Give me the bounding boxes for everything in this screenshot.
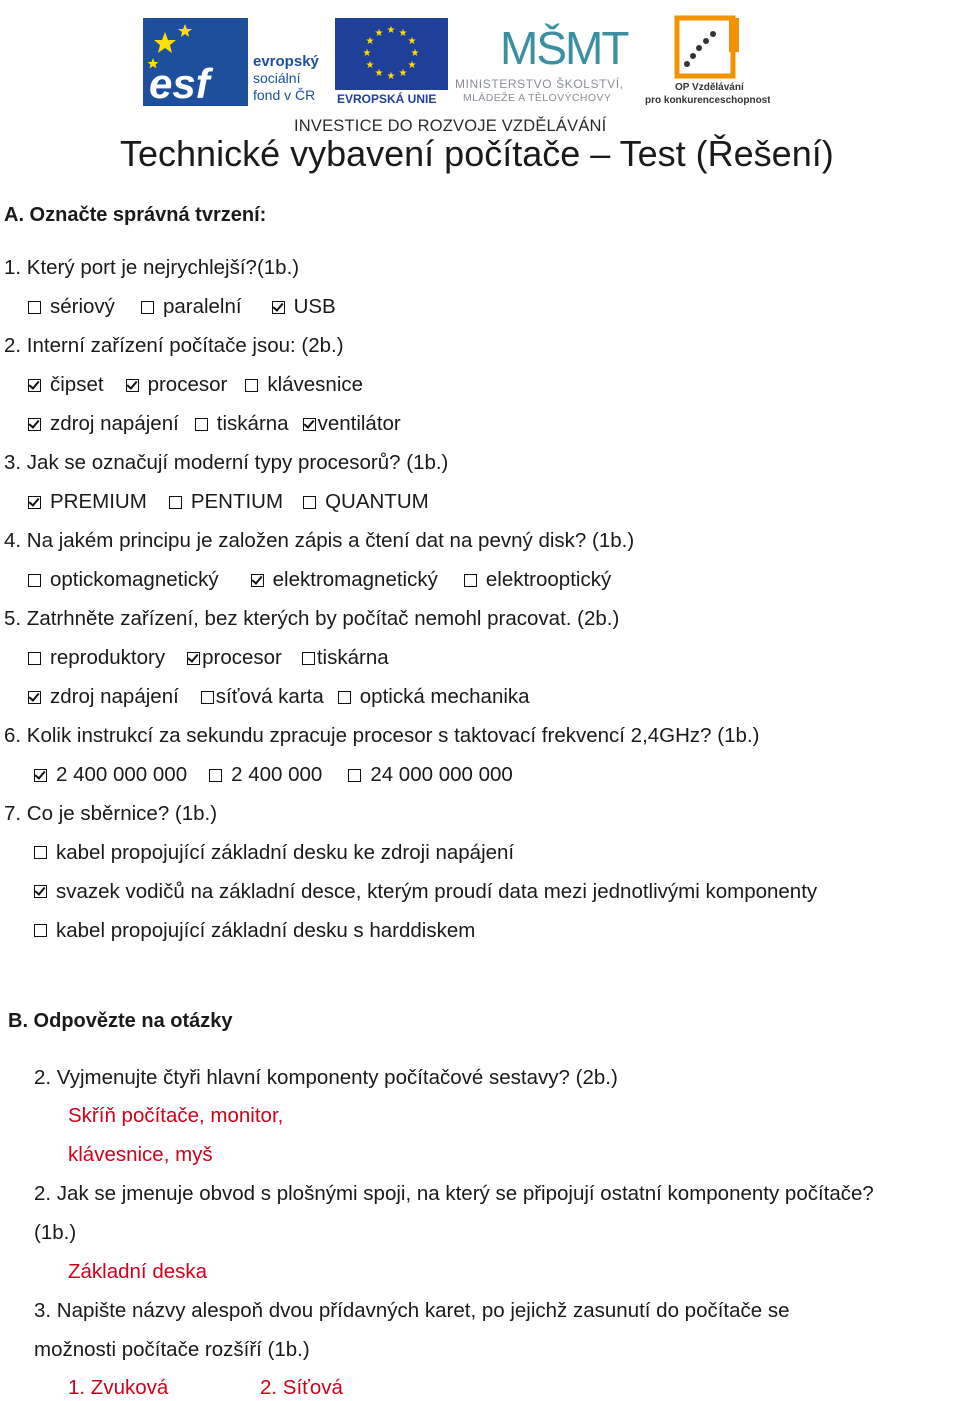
checkbox-checked[interactable] xyxy=(28,379,41,392)
options-q5-row2 xyxy=(28,685,530,710)
checkbox-checked[interactable] xyxy=(187,652,200,665)
question-3: 3. Jak se označují moderní typy procesorů? (1b.) xyxy=(4,451,449,474)
investice-tagline: INVESTICE DO ROZVOJE VZDĚLÁVÁNÍ xyxy=(294,117,607,135)
checkbox-checked[interactable] xyxy=(28,496,41,509)
svg-text:★: ★ xyxy=(365,60,375,71)
option-quantum[interactable]: QUANTUM xyxy=(303,490,429,514)
answer-b1-line1: Skříň počítače, monitor, xyxy=(68,1104,284,1127)
option-elektroopticky[interactable]: elektrooptický xyxy=(464,568,611,592)
option-usb[interactable]: USB xyxy=(272,295,336,319)
option-klavesnice[interactable]: klávesnice xyxy=(245,373,363,397)
checkbox-checked[interactable] xyxy=(272,301,285,314)
option-procesor-q5[interactable]: procesor xyxy=(187,646,282,670)
option-24000000000[interactable]: 24 000 000 000 xyxy=(348,763,513,787)
question-b2: 2. Jak se jmenuje obvod s plošnými spoji, na který se připojují ostatní komponenty počítače? xyxy=(34,1182,874,1205)
option-2400000000[interactable]: 2 400 000 000 xyxy=(34,763,187,787)
option-tiskarna-q5[interactable]: tiskárna xyxy=(302,646,389,670)
question-2: 2. Interní zařízení počítače jsou: (2b.) xyxy=(4,334,344,357)
checkbox-checked[interactable] xyxy=(303,418,316,431)
checkbox[interactable] xyxy=(195,418,208,431)
option-q7-c[interactable]: kabel propojující základní desku s harddiskem xyxy=(34,919,475,943)
svg-text:esf: esf xyxy=(149,60,210,107)
options-q5-row1 xyxy=(28,646,389,671)
section-b-heading: B. Odpovězte na otázky xyxy=(8,1010,233,1032)
option-zdroj-napajeni-q5[interactable]: zdroj napájení xyxy=(28,685,179,709)
svg-text:★: ★ xyxy=(365,36,375,47)
svg-text:★: ★ xyxy=(374,68,384,79)
question-5: 5. Zatrhněte zařízení, bez kterých by počítač nemohl pracovat. (2b.) xyxy=(4,607,620,630)
svg-text:★: ★ xyxy=(407,60,417,71)
msmt-logo xyxy=(455,12,640,104)
option-premium[interactable]: PREMIUM xyxy=(28,490,147,514)
svg-text:evropský: evropský xyxy=(253,53,319,70)
checkbox[interactable] xyxy=(302,652,315,665)
checkbox[interactable] xyxy=(28,652,41,665)
checkbox-checked[interactable] xyxy=(28,418,41,431)
option-opticka-mechanika[interactable]: optická mechanika xyxy=(338,685,530,709)
checkbox[interactable] xyxy=(464,574,477,587)
options-q3 xyxy=(28,490,429,515)
checkbox[interactable] xyxy=(141,301,154,314)
question-7: 7. Co je sběrnice? (1b.) xyxy=(4,802,218,825)
question-b3: 3. Napište názvy alespoň dvou přídavných karet, po jejichž zasunutí do počítače se xyxy=(34,1299,790,1322)
svg-text:pro konkurenceschopnost: pro konkurenceschopnost xyxy=(645,95,770,106)
option-paralelni[interactable]: paralelní xyxy=(141,295,242,319)
esf-logo xyxy=(143,18,333,108)
question-b1: 2. Vyjmenujte čtyři hlavní komponenty počítačové sestavy? (2b.) xyxy=(34,1066,618,1089)
svg-text:★: ★ xyxy=(386,71,396,82)
checkbox[interactable] xyxy=(201,691,214,704)
svg-text:★: ★ xyxy=(398,68,408,79)
checkbox[interactable] xyxy=(28,301,41,314)
svg-text:EVROPSKÁ UNIE: EVROPSKÁ UNIE xyxy=(337,92,437,106)
checkbox[interactable] xyxy=(169,496,182,509)
svg-text:★: ★ xyxy=(410,48,420,59)
page-title: Technické vybavení počítače – Test (Řešení) xyxy=(120,133,834,174)
question-b3-line2: možnosti počítače rozšíří (1b.) xyxy=(34,1338,310,1361)
option-q7-b[interactable]: svazek vodičů na základní desce, kterým proudí data mezi jednotlivými komponenty xyxy=(34,880,817,904)
checkbox-checked[interactable] xyxy=(251,574,264,587)
checkbox[interactable] xyxy=(338,691,351,704)
option-reproduktory[interactable]: reproduktory xyxy=(28,646,165,670)
checkbox[interactable] xyxy=(209,769,222,782)
options-q4 xyxy=(28,568,611,593)
question-4: 4. Na jakém principu je založen zápis a čtení dat na pevný disk? (1b.) xyxy=(4,529,635,552)
option-optickomagneticky[interactable]: optickomagnetický xyxy=(28,568,219,592)
svg-text:sociální: sociální xyxy=(253,70,301,86)
question-1: 1. Který port je nejrychlejší?(1b.) xyxy=(4,256,300,279)
option-tiskarna[interactable]: tiskárna xyxy=(195,412,289,436)
option-q7-a[interactable]: kabel propojující základní desku ke zdroji napájení xyxy=(34,841,514,865)
option-2400000[interactable]: 2 400 000 xyxy=(209,763,322,787)
option-elektromagneticky[interactable]: elektromagnetický xyxy=(251,568,438,592)
svg-text:MLÁDEŽE A TĚLOVÝCHOVY: MLÁDEŽE A TĚLOVÝCHOVY xyxy=(463,92,612,104)
options-q2-row1 xyxy=(28,373,363,398)
answer-b3-2: 2. Síťová xyxy=(260,1376,343,1399)
option-pentium[interactable]: PENTIUM xyxy=(169,490,283,514)
option-sitova-karta[interactable]: síťová karta xyxy=(201,685,324,709)
checkbox-checked[interactable] xyxy=(28,691,41,704)
options-q6 xyxy=(34,763,513,788)
checkbox-checked[interactable] xyxy=(34,769,47,782)
answer-b1-line2: klávesnice, myš xyxy=(68,1143,213,1166)
question-6: 6. Kolik instrukcí za sekundu zpracuje procesor s taktovací frekvencí 2,4GHz? (1b.) xyxy=(4,724,760,747)
checkbox[interactable] xyxy=(34,924,47,937)
svg-text:MINISTERSTVO ŠKOLSTVÍ,: MINISTERSTVO ŠKOLSTVÍ, xyxy=(455,77,624,91)
checkbox[interactable] xyxy=(245,379,258,392)
op-vzdelavani-logo xyxy=(645,14,770,106)
options-q2-row2 xyxy=(28,412,401,437)
option-seriovy[interactable]: sériový xyxy=(28,295,115,319)
checkbox-checked[interactable] xyxy=(34,885,47,898)
section-a-heading: A. Označte správná tvrzení: xyxy=(4,204,267,226)
checkbox-checked[interactable] xyxy=(126,379,139,392)
svg-text:fond v ČR: fond v ČR xyxy=(253,87,316,103)
answer-b3-1: 1. Zvuková xyxy=(68,1376,169,1399)
checkbox[interactable] xyxy=(28,574,41,587)
question-b2-points: (1b.) xyxy=(34,1221,77,1244)
answer-b2: Základní deska xyxy=(68,1260,208,1283)
option-cipset[interactable]: čipset xyxy=(28,373,104,397)
svg-text:OP Vzdělávání: OP Vzdělávání xyxy=(675,82,744,93)
svg-text:★: ★ xyxy=(386,25,396,36)
checkbox[interactable] xyxy=(303,496,316,509)
svg-text:★: ★ xyxy=(398,28,408,39)
option-procesor[interactable]: procesor xyxy=(126,373,228,397)
option-zdroj-napajeni[interactable]: zdroj napájení xyxy=(28,412,179,436)
checkbox[interactable] xyxy=(34,846,47,859)
option-ventilator[interactable]: ventilátor xyxy=(303,412,401,436)
svg-text:★: ★ xyxy=(407,36,417,47)
svg-text:MŠMT: MŠMT xyxy=(500,22,628,74)
checkbox[interactable] xyxy=(348,769,361,782)
svg-text:★: ★ xyxy=(362,48,372,59)
eu-flag-logo xyxy=(335,16,450,106)
options-q1 xyxy=(28,295,336,320)
svg-text:★: ★ xyxy=(374,28,384,39)
